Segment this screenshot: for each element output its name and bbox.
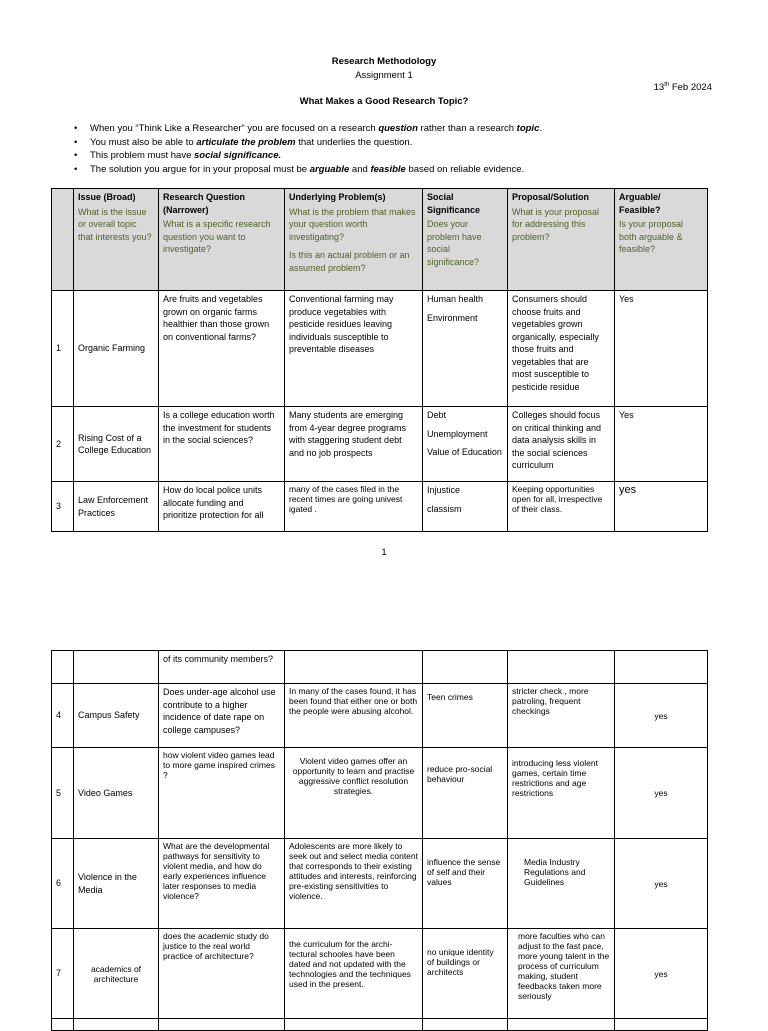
cell-social: Debt Unemployment Value of Education [423,407,508,482]
page-heading: What Makes a Good Research Topic? [299,96,469,107]
cell-question: Does under-age alcohol use contribute to a higher incidence of date rape on college campuses? [159,684,285,748]
header-question: Research Question (Narrower) What is a specific research question you want to investigate? [159,189,285,291]
cell-social [423,1019,508,1031]
page-date [654,82,712,93]
header-social: Social Significance Does your problem have social significance? [423,189,508,291]
cell-feasible: yes [615,748,708,839]
cell-problem: Conventional farming may produce vegetables with pesticide residues leaving individuals susceptible to preventable diseases [285,291,423,407]
cell-question: of its community members? [159,651,285,684]
cell-social [423,651,508,684]
header-proposal: Proposal/Solution What is your proposal for addressing this problem? [508,189,615,291]
cell-proposal: introducing less violent games, certain time restrictions and age restrictions [508,748,615,839]
cell-proposal [508,1019,615,1031]
date-rest: Feb 2024 [669,82,712,94]
cell-problem: Violent video games offer an opportunity to learn and practise aggressive conflict resolution strategies. [285,748,423,839]
header-issue: Issue (Broad) What is the issue or overall topic that interests you? [74,189,159,291]
bullet-dot: • [74,136,78,148]
cell-social: Teen crimes [423,684,508,748]
research-table-page1 [51,188,708,532]
cell-social: influence the sense of self and their values [423,839,508,929]
cell-feasible [615,1019,708,1031]
cell-social: no unique identity of buildings or architects [423,929,508,1019]
row-number: 6 [52,839,74,929]
row-number [52,1019,74,1031]
cell-issue: Video Games [74,748,159,839]
cell-problem: Adolescents are more likely to seek out and select media content that corresponds to their existing attitudes and interests, reinforcing pre-existing sensitivities to violence. [285,839,423,929]
table-row [52,1019,708,1031]
cell-feasible: Yes [615,291,708,407]
cell-question: how violent video games lead to more game inspired crimes ? [159,748,285,839]
bullet-list [74,122,730,176]
cell-question: does the academic study do justice to the real world practice of architecture? [159,929,285,1019]
cell-problem: many of the cases filed in the recent times are going univest igated . [285,482,423,532]
cell-social: Injustice classism [423,482,508,532]
row-number: 4 [52,684,74,748]
header-feasible: Arguable/ Feasible? Is your proposal both arguable & feasible? [615,189,708,291]
bullet-dot: • [74,123,78,134]
cell-question: How do local police units allocate funding and prioritize protection for all [159,482,285,532]
cell-problem [285,651,423,684]
cell-feasible: yes [615,684,708,748]
cell-question: What are the developmental pathways for sensitivity to violent media, and how do early experiences influence later responses to media violence? [159,839,285,929]
cell-issue: Law Enforcement Practices [74,482,159,532]
bullet-item: • This problem must have social significance. [74,150,282,161]
row-number: 2 [52,407,74,482]
cell-proposal: Consumers should choose fruits and vegetables grown organically, especially those fruits and vegetables that are most susceptible to pesticide residue [508,291,615,407]
header-problem: Underlying Problem(s) What is the problem that makes your question worth investigating? Is this an actual problem or an assumed problem? [285,189,423,291]
cell-proposal: stricter check , more patroling, frequent checkings [508,684,615,748]
table-row [52,482,708,532]
bullet-item: • The solution you argue for in your proposal must be arguable and feasible based on reliable evidence. [74,163,525,175]
cell-feasible: yes [615,839,708,929]
table-header-row [52,189,708,291]
row-number: 3 [52,482,74,532]
page-title: Research Methodology [331,56,437,67]
cell-social: Human health Environment [423,291,508,407]
cell-problem: Many students are emerging from 4-year degree programs with staggering student debt and no job prospects [285,407,423,482]
cell-issue: Organic Farming [74,291,159,407]
row-number: 7 [52,929,74,1019]
cell-feasible [615,651,708,684]
cell-feasible: Yes [615,407,708,482]
table-row [52,748,708,839]
bullet-item: • You must also be able to articulate the problem that underlies the question. [74,136,413,148]
table-row [52,929,708,1019]
cell-issue [74,1019,159,1031]
cell-proposal: Media Industry Regulations and Guidelines [508,839,615,929]
page-number: 1 [381,547,387,558]
table-row [52,291,708,407]
cell-social: reduce pro-social behaviour [423,748,508,839]
cell-issue: Violence in the Media [74,839,159,929]
cell-feasible: yes [615,482,708,532]
bullet-item: • When you “Think Like a Researcher” you are focused on a research question rather than a research topic. [74,123,542,134]
cell-question [159,1019,285,1031]
row-number: 1 [52,291,74,407]
table-row [52,651,708,684]
cell-proposal: Colleges should focus on critical thinking and data analysis skills in the social sciences curriculum [508,407,615,482]
cell-question: Is a college education worth the investment for students in the social sciences? [159,407,285,482]
table-row [52,684,708,748]
row-number [52,651,74,684]
table-row [52,407,708,482]
cell-problem: In many of the cases found, it has been found that either one or both the people were abusing alcohol. [285,684,423,748]
header-num [52,189,74,291]
cell-problem [285,1019,423,1031]
cell-problem: the curriculum for the archi-tectural schooles have been dated and not updated with the technologies and the techniques used in the present. [285,929,423,1019]
cell-issue: academics of architecture [74,929,159,1019]
row-number: 5 [52,748,74,839]
bullet-dot: • [74,163,78,175]
research-table-page2 [51,650,708,1031]
cell-feasible: yes [615,929,708,1019]
page-subtitle: Assignment 1 [355,70,413,81]
cell-issue: Rising Cost of a College Education [74,407,159,482]
cell-issue [74,651,159,684]
cell-proposal: more faculties who can adjust to the fast pace, more young talent in the process of curriculum making, student feedbacks taken more seriously [508,929,615,1019]
table-row [52,839,708,929]
date-suffix: th [664,82,670,88]
cell-proposal: Keeping opportunities open for all, irrespective of their class. [508,482,615,532]
cell-question: Are fruits and vegetables grown on organic farms healthier than those grown on conventional farms? [159,291,285,407]
cell-issue: Campus Safety [74,684,159,748]
bullet-dot: • [74,150,78,161]
cell-proposal [508,651,615,684]
date-day: 13 [653,82,665,94]
